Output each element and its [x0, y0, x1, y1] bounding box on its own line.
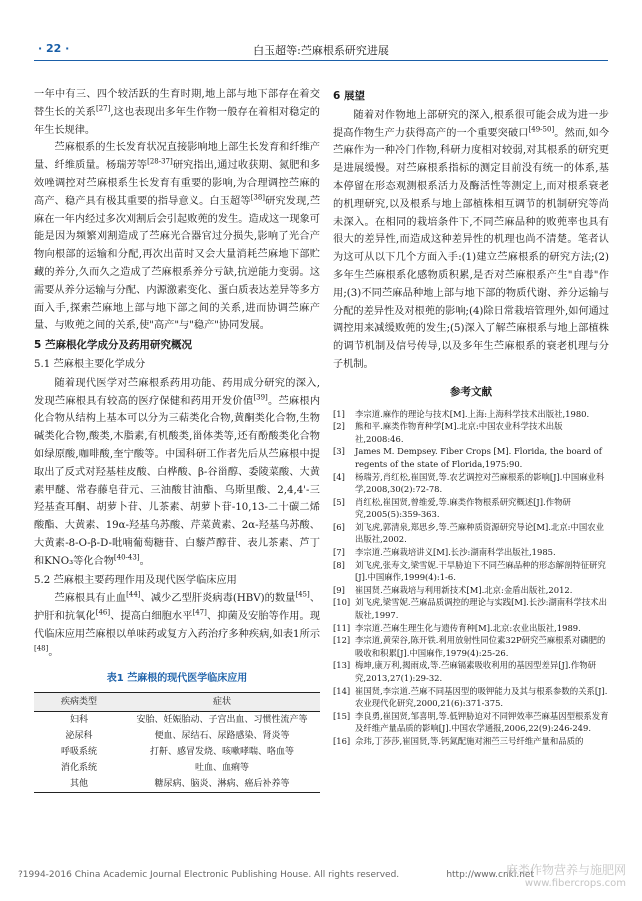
citation: [28-37] [147, 157, 173, 166]
reference-text: 刘飞虎,梁雪妮.苎麻品质调控的理论与实践[M].长沙:湖南科学技术出版社,1997. [355, 597, 608, 621]
table-cell: 妇科 [69, 715, 88, 726]
reference-number: [15] [333, 710, 351, 721]
section-heading: 5 苎麻根化学成分及药用研究概况 [34, 339, 192, 352]
table-cell: 呼吸系统 [60, 747, 97, 758]
citation: [47] [192, 608, 207, 617]
reference-text: 熊和平.麻类作物育种学[M].北京:中国农业科学技术出版社,2008:46. [355, 421, 563, 444]
citation: [39] [253, 393, 268, 402]
reference-text: 佘玮,丁莎莎,崔国贤,等.钙氮配施对湘苎三号纤维产量和品质的 [355, 735, 584, 746]
reference-item [333, 408, 609, 421]
reference-number: [1] [333, 408, 345, 419]
section-heading: 6 展望 [333, 90, 365, 102]
paragraph: 苎麻根系的生长发育状况直接影响地上部生长发育和纤维产量、纤维质量。杨瑞芳等[28-37]研究指出,通过收获期、氮肥和多效唑调控对苎麻根系生长发育有重要的影响,为合理调控苎麻的高产、稳产具有极其重要的指导意义。白玉超等[38]研究发现,苎麻在一年内经过多次刈割后会引起败蔸的发生。造成这一现象可能是因为频繁刈割造成了苎麻光合器官过分损失,影响了光合产物向根部的运输和分配,再次出苗时又会大量消耗苎麻地下部贮藏的养分,久而久之造成了苎麻根系养分亏缺,抗逆能力变弱。这需要从养分运输与分配、内源激素变化、蛋白质表达差异等多方面入手,探索苎麻地上部与地下部之间的关系,进而协调苎麻产量、与败蔸之间的关系,使"高产"与"稳产"协同发展。 [34, 142, 321, 332]
reference-item [333, 634, 609, 659]
table-caption: 表1 苎麻根的现代医学临床应用 [106, 672, 248, 684]
table-row [34, 776, 320, 793]
reference-text: 刘飞虎,张寿文,梁雪妮.干旱胁迫下不同苎麻品种的形态解剖特征研究[J].中国麻作,1999(4):1-6. [355, 559, 606, 583]
reference-item [333, 622, 609, 635]
citation: [45] [295, 590, 310, 599]
watermark [506, 863, 626, 891]
reference-text: 崔国贤.苎麻栽培与利用新技术[M].北京:金盾出版社,2012. [355, 584, 573, 595]
table-row [34, 728, 320, 744]
reference-text: 梅坤,康万利,揭雨成,等.苎麻镉素吸收利用的基因型差异[J].作物研究,2013,27(1):29-32. [355, 660, 596, 684]
reference-number: [16] [333, 735, 351, 746]
references-heading: 参考文献 [450, 385, 492, 398]
column-header: 症状 [124, 693, 320, 712]
paragraph: 随着对作物地上部研究的深入,根系很可能会成为进一步提高作物生产力获得高产的一个重要突破口[49-50]。然而,如今苎麻作为一种冷门作物,科研力度相对较弱,对其根系的研究更是进展缓慢。对苎麻根系指标的测定目前没有统一的体系,基本停留在形态观测根系活力及酶活性等测定上,而对根系衰老的机理研究,以及根系与地上部植株相互调节的机制研究等尚未深入。在相同的栽培条件下,不同苎麻品种的败蔸率也具有很大的差异性,而造成这种差异性的机理也尚不清楚。笔者认为这可从以下几个方面入手:(1)建立苎麻根系的研究方法;(2)多年生苎麻根系化感物质积累,是否对苎麻根系产生"自毒"作用;(3)不同苎麻品种地上部与地下部的物质代谢、养分运输与分配的差异性及对根蔸的影响;(4)除日常栽培管理外,如何通过调控用来减缓败蔸的发生;(5)深入了解苎麻根系与地上部植株的调节机制及信号传导,以及多年生苎麻根系的衰老机理与分子机制。 [333, 109, 610, 370]
reference-number: [4] [333, 471, 345, 482]
reference-text: 杨瑞芳,肖红松,崔国贤,等.农艺调控对苎麻根系的影响[J].中国麻业科学,2008,30(2):72-78. [355, 471, 605, 495]
table-cell: 吐血、血痢等 [194, 763, 249, 774]
table-cell: 泌尿科 [65, 731, 93, 742]
running-header [34, 34, 608, 61]
reference-text: 肖红松,崔国贤,曾维爱,等.麻类作物根系研究概述[J].作物研究,2005(5):359-363. [355, 496, 571, 520]
citation: [46] [95, 608, 111, 617]
citation: [27] [95, 104, 111, 113]
table-cell: 消化系统 [60, 763, 97, 774]
reference-item [333, 559, 609, 584]
citation: [40-43] [113, 553, 140, 562]
reference-number: [11] [333, 622, 351, 633]
reference-text: 李良勇,崔国贤,邹喜明,等.低钾胁迫对不同钾效率苎麻基因型根系发育及纤维产量品质的影响[J].中国农学通报,2006,22(9):246-249. [355, 710, 609, 734]
reference-number: [10] [333, 597, 351, 608]
table-cell: 打鼾、感冒发烧、咳嗽哮喘、咯血等 [149, 747, 294, 758]
citation: [38] [250, 193, 266, 202]
reference-text: 李宗道,黄荣谷,陈开铁.利用放射性同位素32P研究苎麻根系对磷肥的吸收和积累[J].中国麻作,1979(4):25-26. [355, 635, 606, 658]
paragraph: 随着现代医学对苎麻根系药用功能、药用成分研究的深入,发现苎麻根具有较高的医疗保健和药用开发价值[39]。苎麻根内化合物从结构上基本可以分为三萜类化合物,黄酮类化合物,生物碱类化合物,酸类,木脂素,有机酸类,甾体类等,还有酚酸类化合物如绿原酸,咖啡酸,奎宁酸等。中国科研工作者先后从苎麻根中提取出了反式对羟基桂皮酸、白桦酸、β-谷甾醇、委陵菜酸、大黄素甲醚、常春藤皂苷元、三油酸甘油酯、乌斯里酸、2,4,4'-三羟基查耳酮、胡萝卜苷、儿茶素、胡萝卜苷-10,13-二十碳二烯酸酯、大黄素、19α-羟基乌苏酸、芹菜黄素、2α-羟基乌苏酸、大黄素-8-O-β-D-吡喃葡萄糖苷、白藜芦醇苷、表儿茶素、芦丁和KNO₃等化合物[40-43]。 [34, 377, 321, 567]
reference-text: James M. Dempsey. Fiber Crops [M]. Florida, the board of regents of the state of Florida,1975:90. [355, 446, 602, 469]
reference-number: [13] [333, 660, 351, 671]
subsection-heading: 5.2 苎麻根主要药理作用及现代医学临床应用 [34, 574, 237, 586]
reference-item [333, 735, 609, 748]
reference-number: [8] [333, 559, 345, 570]
page-number: · 22 · [38, 42, 70, 55]
reference-item [333, 496, 609, 521]
watermark-url: www.fibercrops.com [524, 878, 626, 889]
reference-number: [12] [333, 635, 351, 646]
reference-item [333, 659, 609, 684]
table-row [34, 744, 320, 760]
left-column [34, 86, 320, 793]
table-cell: 安胎、妊娠胎动、子宫出血、习惯性流产等 [136, 715, 308, 726]
reference-text: 刘飞虎,郭清泉,郑思乡,等.苎麻种质资源研究导论[M].北京:中国农业出版社,2002. [355, 521, 604, 545]
reference-item [333, 685, 609, 710]
reference-number: [3] [333, 446, 345, 457]
right-column [333, 86, 609, 748]
table-row [34, 760, 320, 776]
table-cell: 便血、尿结石、尿路感染、肾炎等 [154, 731, 290, 742]
table-header-row [34, 693, 320, 712]
reference-text: 崔国贤,李宗道.苎麻不同基因型的吸钾能力及其与根系参数的关系[J].农业现代化研究,2000,21(6):371-375. [355, 685, 608, 709]
reference-number: [5] [333, 496, 345, 507]
reference-text: 李宗道.苎麻栽培讲义[M].长沙:湖南科学出版社,1985. [355, 547, 556, 558]
watermark-title: 麻类作物营养与施肥网 [505, 863, 626, 877]
reference-item [333, 420, 609, 445]
reference-item [333, 710, 609, 735]
reference-number: [2] [333, 421, 345, 432]
reference-text: 李宗道.苎麻生理生化与遗传育种[M].北京:农业出版社,1989. [355, 622, 581, 633]
reference-item [333, 596, 609, 621]
clinical-use-table [34, 692, 320, 793]
table-row [34, 712, 320, 729]
reference-item [333, 584, 609, 597]
column-header: 疾病类型 [34, 693, 124, 712]
table-cell: 其他 [34, 776, 124, 793]
reference-number: [6] [333, 521, 345, 532]
reference-item [333, 521, 609, 546]
subsection-heading: 5.1 苎麻根主要化学成分 [34, 358, 146, 370]
table-cell: 糖尿病、脑炎、淋病、癌后补养等 [124, 776, 320, 793]
paragraph: 苎麻根具有止血[44]、减少乙型肝炎病毒(HBV)的数量[45]、护肝和抗氧化[46]、提高白细胞水平[47]、抑菌及安胎等作用。现代临床应用苎麻根以单味药或复方入药治疗多种疾病,如表1所示[48]。 [34, 590, 321, 658]
reference-item [333, 471, 609, 496]
site-link[interactable]: http://www.cnki.net [446, 870, 534, 880]
reference-number: [7] [333, 547, 345, 558]
reference-text: 李宗道.麻作的理论与技术[M].上海:上海科学技术出版社,1980. [355, 408, 590, 419]
reference-number: [14] [333, 685, 351, 696]
reference-list [333, 408, 609, 748]
copyright-text: ?1994-2016 China Academic Journal Electronic Publishing House. All rights reserved. [18, 870, 400, 880]
citation: [44] [126, 590, 141, 599]
reference-item [333, 445, 609, 470]
paragraph: 一年中有三、四个较活跃的生育时期,地上部与地下部存在着交替生长的关系[27],这也表现出多年生作物一般存在着相对稳定的年生长规律。 [34, 89, 320, 136]
citation: [49-50] [528, 125, 555, 134]
reference-item [333, 546, 609, 559]
running-title: 白玉超等:苎麻根系研究进展 [253, 44, 389, 57]
reference-number: [9] [333, 584, 345, 595]
citation: [48] [34, 644, 49, 653]
